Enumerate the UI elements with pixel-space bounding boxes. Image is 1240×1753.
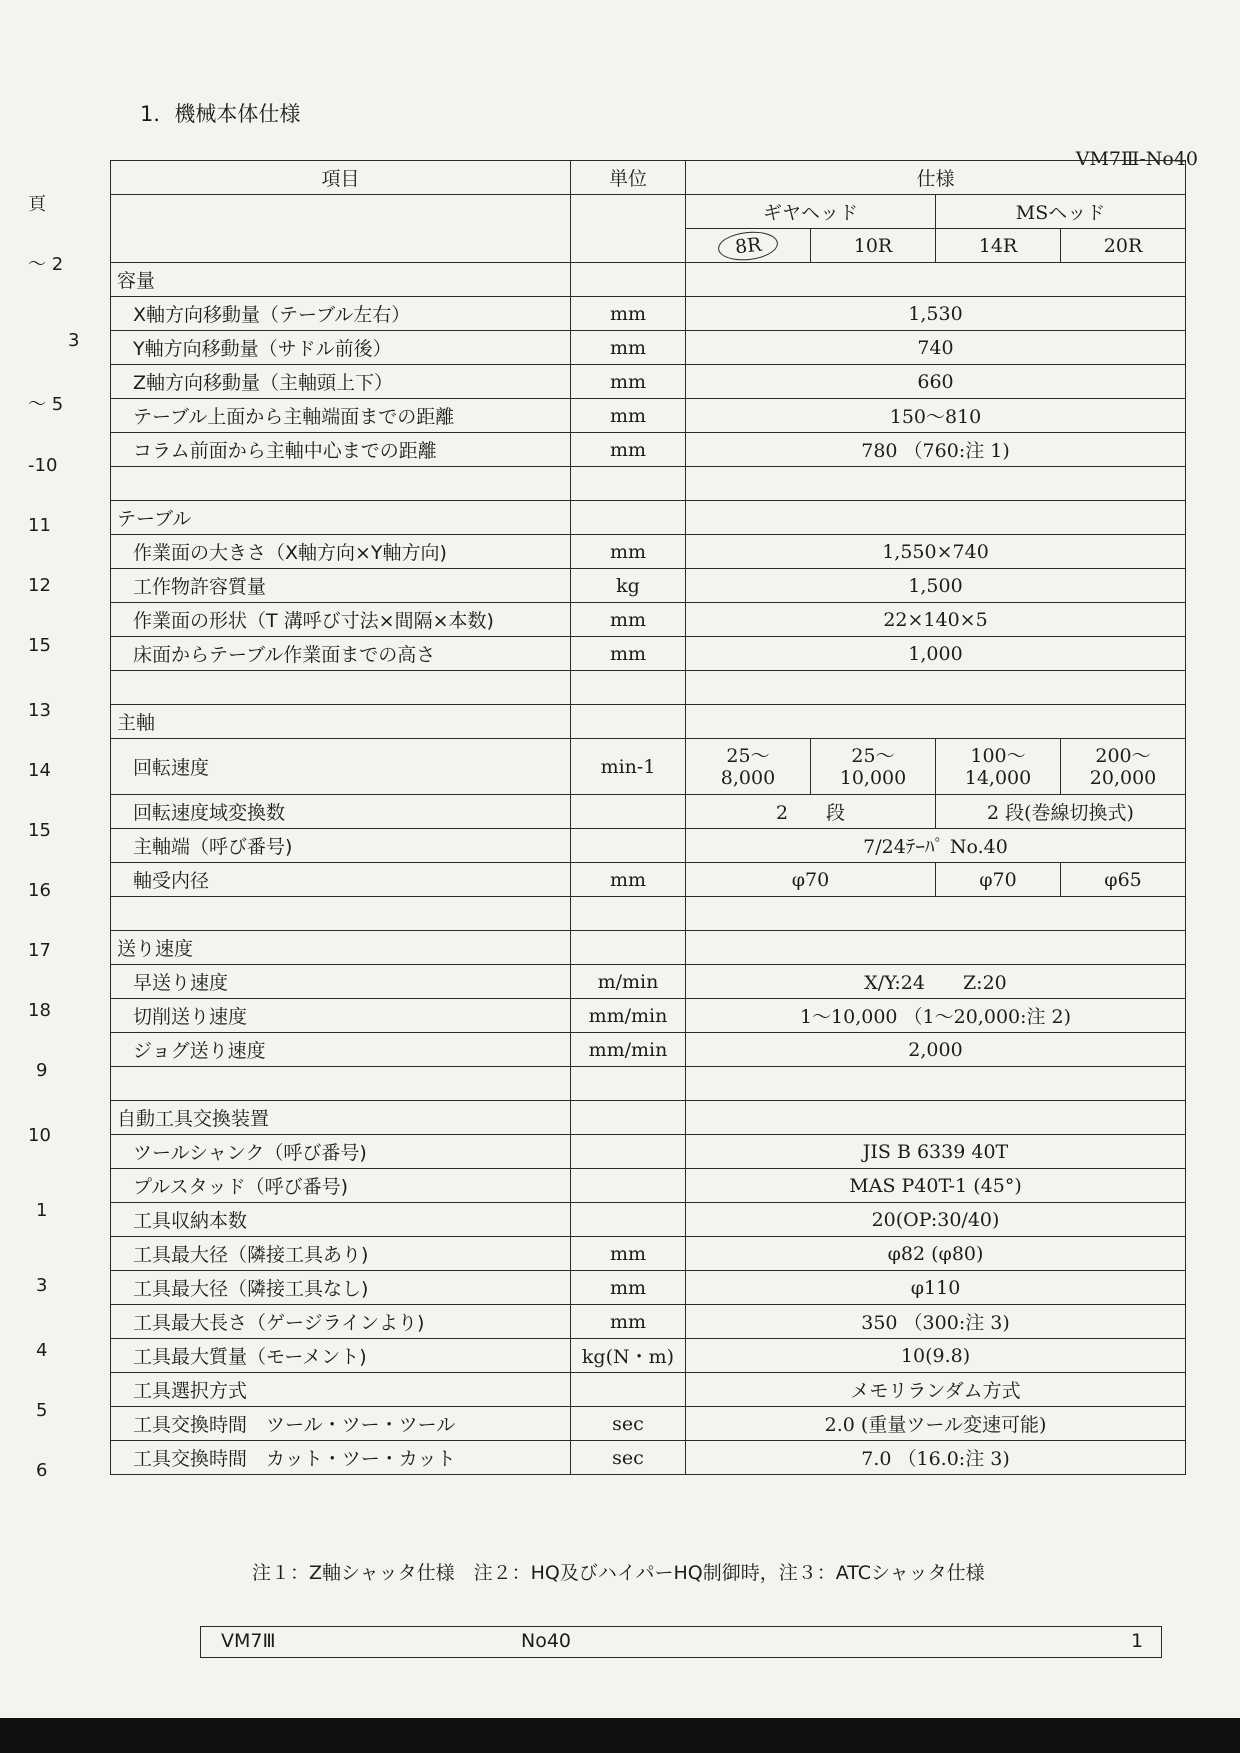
spec-table [110, 160, 1186, 1475]
table-row [111, 637, 1186, 671]
section-row-feed [111, 931, 1186, 965]
row-label: 床面からテーブル作業面までの高さ [111, 637, 571, 671]
blank-row [111, 671, 1186, 705]
row-value: 780 （760:注 1) [686, 433, 1186, 467]
row-label: 工具収納本数 [111, 1203, 571, 1237]
model-20r: 20R [1061, 229, 1186, 263]
blank-row [111, 1067, 1186, 1101]
row-unit: sec [571, 1441, 686, 1475]
scan-edge [0, 1718, 1240, 1753]
row-unit [571, 1373, 686, 1407]
speed-10r [811, 739, 936, 795]
speed-min: 25～ [851, 744, 895, 767]
table-row [111, 829, 1186, 863]
row-value: 150～810 [686, 399, 1186, 433]
row-value: 1,000 [686, 637, 1186, 671]
table-row [111, 1203, 1186, 1237]
row-label: テーブル上面から主軸端面までの距離 [111, 399, 571, 433]
row-value: 7/24ﾃｰﾊﾟ No.40 [686, 829, 1186, 863]
row-unit: mm [571, 399, 686, 433]
row-unit: sec [571, 1407, 686, 1441]
row-value: 1～10,000 （1～20,000:注 2) [686, 999, 1186, 1033]
margin-mark: 17 [28, 940, 51, 961]
margin-mark: 5 [36, 1400, 48, 1421]
margin-mark: 10 [28, 1125, 51, 1146]
speed-max: 14,000 [964, 766, 1032, 789]
row-label: X軸方向移動量（テーブル左右） [111, 297, 571, 331]
row-label: 作業面の形状（T 溝呼び寸法×間隔×本数) [111, 603, 571, 637]
row-label: 作業面の大きさ（X軸方向×Y軸方向) [111, 535, 571, 569]
margin-mark: 15 [28, 635, 51, 656]
row-unit: kg [571, 569, 686, 603]
row-label: 工作物許容質量 [111, 569, 571, 603]
margin-mark: 12 [28, 575, 51, 596]
table-row [111, 1237, 1186, 1271]
table-row [111, 569, 1186, 603]
table-row [111, 433, 1186, 467]
margin-mark: 9 [36, 1060, 48, 1081]
table-row [111, 1271, 1186, 1305]
bearing-20r: φ65 [1061, 863, 1186, 897]
footer-number: No40 [521, 1630, 572, 1652]
row-unit: mm/min [571, 1033, 686, 1067]
bearing-gear: φ70 [686, 863, 936, 897]
row-value: X/Y:24 Z:20 [686, 965, 1186, 999]
table-row [111, 965, 1186, 999]
row-value: メモリランダム方式 [686, 1373, 1186, 1407]
row-value: 20(OP:30/40) [686, 1203, 1186, 1237]
row-unit: mm [571, 365, 686, 399]
margin-mark: 16 [28, 880, 51, 901]
row-unit: mm [571, 637, 686, 671]
section-row-capacity [111, 263, 1186, 297]
footer-model: VM7Ⅲ [221, 1630, 276, 1652]
speed-20r [1061, 739, 1186, 795]
row-label: 軸受内径 [111, 863, 571, 897]
row-value: 2.0 (重量ツール変速可能) [686, 1407, 1186, 1441]
row-value: 660 [686, 365, 1186, 399]
section-row-atc [111, 1101, 1186, 1135]
row-unit: mm [571, 297, 686, 331]
table-row [111, 603, 1186, 637]
row-unit: kg(N・m) [571, 1339, 686, 1373]
row-value: 22×140×5 [686, 603, 1186, 637]
margin-mark: 13 [28, 700, 51, 721]
section-title: 1．機械本体仕様 [140, 102, 301, 126]
table-row [111, 795, 1186, 829]
model-10r: 10R [811, 229, 936, 263]
section-table: テーブル [111, 501, 571, 535]
table-row [111, 297, 1186, 331]
section-row-table [111, 501, 1186, 535]
row-value: 1,500 [686, 569, 1186, 603]
table-row [111, 1169, 1186, 1203]
table-row [111, 739, 1186, 795]
blank-row [111, 467, 1186, 501]
row-unit: mm [571, 1237, 686, 1271]
margin-mark: 頁 [28, 194, 46, 215]
footnote: 注１：Z軸シャッタ仕様 注２：HQ及びハイパーHQ制御時，注３：ATCシャッタ仕様 [252, 1562, 985, 1584]
margin-mark: 15 [28, 820, 51, 841]
row-value: JIS B 6339 40T [686, 1135, 1186, 1169]
margin-mark: 11 [28, 515, 51, 536]
speed-8r [686, 739, 811, 795]
table-row [111, 999, 1186, 1033]
range-gear: 2 段 [686, 795, 936, 829]
spec-header: 仕様 [686, 161, 1186, 195]
bearing-14r: φ70 [936, 863, 1061, 897]
section-atc: 自動工具交換装置 [111, 1101, 571, 1135]
row-value: 1,530 [686, 297, 1186, 331]
speed-max: 10,000 [839, 766, 907, 789]
unit-header: 単位 [571, 161, 686, 195]
margin-mark: ～ 2 [28, 254, 64, 275]
table-row [111, 1407, 1186, 1441]
row-label: 工具最大長さ（ゲージラインより) [111, 1305, 571, 1339]
row-label: プルスタッド（呼び番号) [111, 1169, 571, 1203]
speed-max: 8,000 [720, 766, 776, 789]
row-label: 工具交換時間 ツール・ツー・ツール [111, 1407, 571, 1441]
table-row [111, 1373, 1186, 1407]
row-value: 1,550×740 [686, 535, 1186, 569]
row-value: 10(9.8) [686, 1339, 1186, 1373]
table-row [111, 1033, 1186, 1067]
table-row [111, 365, 1186, 399]
row-unit: mm [571, 1305, 686, 1339]
speed-min: 200～ [1095, 744, 1151, 767]
row-label: Y軸方向移動量（サドル前後） [111, 331, 571, 365]
section-feed: 送り速度 [111, 931, 571, 965]
section-row-spindle [111, 705, 1186, 739]
row-value: MAS P40T-1 (45°) [686, 1169, 1186, 1203]
row-label: 早送り速度 [111, 965, 571, 999]
model-8r [686, 229, 811, 263]
table-row [111, 535, 1186, 569]
row-label: 回転速度 [111, 739, 571, 795]
row-unit: mm/min [571, 999, 686, 1033]
row-label: ジョグ送り速度 [111, 1033, 571, 1067]
row-unit: mm [571, 603, 686, 637]
head-type-row [111, 195, 1186, 229]
row-unit: mm [571, 535, 686, 569]
table-row [111, 1339, 1186, 1373]
table-row [111, 863, 1186, 897]
margin-mark: -10 [28, 455, 58, 476]
table-row [111, 331, 1186, 365]
range-ms: 2 段(巻線切換式) [936, 795, 1186, 829]
table-row [111, 1441, 1186, 1475]
row-label: コラム前面から主軸中心までの距離 [111, 433, 571, 467]
row-value: φ110 [686, 1271, 1186, 1305]
row-unit: mm [571, 1271, 686, 1305]
row-label: 工具交換時間 カット・ツー・カット [111, 1441, 571, 1475]
circled-model: 8R [716, 229, 779, 263]
row-value: 350 （300:注 3) [686, 1305, 1186, 1339]
footer-page: 1 [1131, 1630, 1144, 1652]
row-label: 工具最大径（隣接工具あり) [111, 1237, 571, 1271]
row-unit: min-1 [571, 739, 686, 795]
table-row [111, 1135, 1186, 1169]
row-unit [571, 1203, 686, 1237]
row-label: Z軸方向移動量（主軸頭上下） [111, 365, 571, 399]
row-unit: m/min [571, 965, 686, 999]
table-row [111, 1305, 1186, 1339]
row-value: 2,000 [686, 1033, 1186, 1067]
margin-mark: 1 [36, 1200, 48, 1221]
margin-mark: 3 [68, 330, 80, 351]
gear-head-label: ギヤヘッド [686, 195, 936, 229]
margin-mark: 3 [36, 1275, 48, 1296]
row-unit: mm [571, 331, 686, 365]
row-label: 切削送り速度 [111, 999, 571, 1033]
row-label: 工具最大径（隣接工具なし) [111, 1271, 571, 1305]
item-header: 項目 [111, 161, 571, 195]
row-unit [571, 1169, 686, 1203]
header-row [111, 161, 1186, 195]
row-label: 工具選択方式 [111, 1373, 571, 1407]
margin-mark: 18 [28, 1000, 51, 1021]
row-value: 7.0 （16.0:注 3) [686, 1441, 1186, 1475]
row-unit: mm [571, 863, 686, 897]
row-value: 740 [686, 331, 1186, 365]
margin-mark: ～ 5 [28, 394, 64, 415]
margin-mark: 4 [36, 1340, 48, 1361]
ms-head-label: MSヘッド [936, 195, 1186, 229]
row-unit [571, 1135, 686, 1169]
row-label: 主軸端（呼び番号) [111, 829, 571, 863]
speed-min: 100～ [970, 744, 1026, 767]
row-unit: mm [571, 433, 686, 467]
section-spindle: 主軸 [111, 705, 571, 739]
row-label: 回転速度域変換数 [111, 795, 571, 829]
row-label: 工具最大質量（モーメント) [111, 1339, 571, 1373]
document-id: VM7Ⅲ-No40 [1075, 148, 1198, 170]
model-14r: 14R [936, 229, 1061, 263]
table-row [111, 399, 1186, 433]
margin-mark: 6 [36, 1460, 48, 1481]
speed-max: 20,000 [1089, 766, 1157, 789]
margin-mark: 14 [28, 760, 51, 781]
speed-14r [936, 739, 1061, 795]
speed-min: 25～ [726, 744, 770, 767]
section-capacity: 容量 [111, 263, 571, 297]
footer-box [200, 1626, 1162, 1658]
row-label: ツールシャンク（呼び番号) [111, 1135, 571, 1169]
row-value: φ82 (φ80) [686, 1237, 1186, 1271]
blank-row [111, 897, 1186, 931]
